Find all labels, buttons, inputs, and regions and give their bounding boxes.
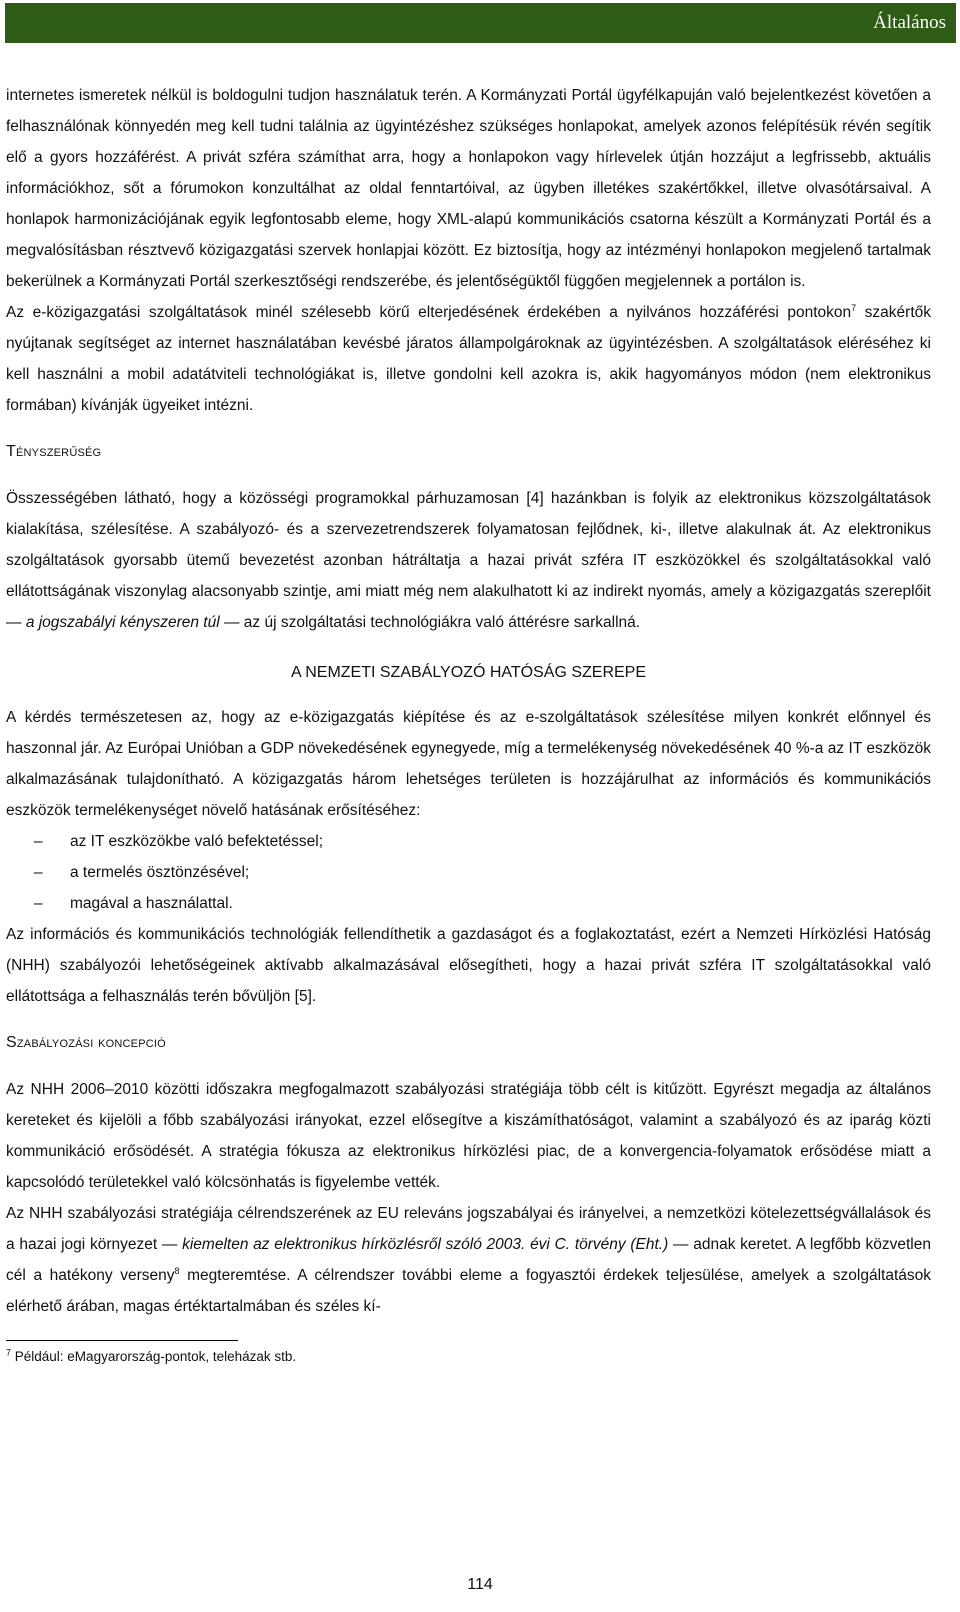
list-item-text: a termelés ösztönzésével;	[70, 864, 250, 881]
section-heading-nhh: A NEMZETI SZABÁLYOZÓ HATÓSÁG SZEREPE	[290, 664, 647, 681]
paragraph-text: megteremtése. A célrendszer további eleme a fogyasztói érdekek teljesülése, amelyek a szolgáltatások elérhető árában, magas értéktartalmában és széles kí-	[6, 1267, 931, 1315]
header-title: Általános	[873, 12, 946, 33]
paragraph-text: Összességében látható, hogy a közösségi programokkal párhuzamosan [4] hazánkban is folyik az elektronikus közszolgáltatások kialakítása, szélesítése. A szabályozó- és a szervezetrendszerek folyamatosan fejlődnek, ki-, illetve alakulnak át. Az elektronikus szolgáltatások gyorsabb ütemű bevezetést azonban hátráltatja a hazai privát szféra IT eszközökkel és szolgáltatásokkal való ellátottságának viszonylag alacsonyabb szintje, ami miatt még nem alakulhatott ki az indirekt nyomás, amely a közigazgatás szereplőit —	[6, 490, 931, 631]
list-item-text: magával a használattal.	[70, 895, 233, 912]
dash-bullet: –	[34, 864, 43, 881]
page-content	[6, 80, 931, 1367]
list-item	[6, 857, 931, 888]
section-heading-tenyszeruseg: Tényszerűség	[6, 443, 102, 460]
paragraph-tenyszeruseg	[6, 483, 931, 638]
header-bar	[5, 3, 956, 43]
italic-phrase: a jogszabályi kényszeren túl	[25, 614, 220, 631]
footnote-number: 7	[6, 1347, 12, 1358]
paragraph-text: szakértők nyújtanak segítséget az internet használatában kevésbé járatos állampolgároknak az ügyintézésben. A szolgáltatások eléréséhez ki kell használni a mobil adatátviteli technológiákat is, illetve gondolni kell azokra is, akik hagyományos módon (nem elektronikus formában) kívánják ügyeiket intézni.	[6, 304, 931, 414]
footnote-divider	[6, 1340, 238, 1341]
list-item	[6, 888, 931, 919]
dash-bullet: –	[34, 833, 43, 850]
paragraph-text: — adnak keretet. A legfőbb közvetlen cél a hatékony verseny	[6, 1236, 931, 1284]
paragraph-nhh-outro: Az információs és kommunikációs technológiák fellendíthetik a gazdaságot és a foglakoztatást, ezért a Nemzeti Hírközlési Hatóság (NHH) szabályozói lehetőségeinek aktívabb alkalmazásával elősegítheti, hogy a hazai privát szféra IT szolgáltatásokkal való ellátottsága a felhasználás terén bővüljön [5].	[6, 926, 931, 1005]
italic-phrase: kiemelten az elektronikus hírközlésről szóló 2003. évi C. törvény (Eht.)	[182, 1236, 669, 1253]
paragraph-text: Az e-közigazgatási szolgáltatások minél szélesebb körű elterjedésének érdekében a nyilvános hozzáférési pontokon	[6, 304, 852, 321]
paragraph-intro: internetes ismeretek nélkül is boldogulni tudjon használatuk terén. A Kormányzati Portál ügyfélkapuján való bejelentkezést követően a felhasználónak könnyedén meg kell tudni találnia az ügyintézéshez szükséges honlapokat, amelyek azonos felépítésük révén segítik elő a gyors hozzáférést. A privát szféra számíthat arra, hogy a honlapokon vagy hírlevelek útján hozzájut a legfrissebb, aktuális információkhoz, sőt a fórumokon konzultálhat az oldal fenntartóival, az ügyben illetékes szakértőkkel, illetve olvasótársaival. A honlapok harmonizációjának egyik legfontosabb eleme, hogy XML-alapú kommunikációs csatorna készült a Kormányzati Portál és a megvalósításban résztvevő közigazgatási szervek honlapjai között. Ez biztosítja, hogy az intézményi honlapokon megjelenő tartalmak bekerülnek a Kormányzati Portál szerkesztőségi rendszerébe, és jelentőségüktől függően megjelennek a portálon is.	[6, 87, 931, 290]
paragraph-text: — az új szolgáltatási technológiákra való áttérésre sarkallná.	[219, 614, 641, 631]
paragraph-koncepcio-1: Az NHH 2006–2010 közötti időszakra megfogalmazott szabályozási stratégiája több célt is kitűzött. Egyrészt megadja az általános kereteket és kijelöli a főbb szabályozási irányokat, ezzel elősegítve a kiszámíthatóságot, valamint a szabályozó és az iparág közti kommunikáció erősödését. A stratégia fókusza az elektronikus hírközlési piac, de a konvergencia-folyamatok erősödése miatt a kapcsolódó területekkel való kölcsönhatás is figyelembe vették.	[6, 1081, 931, 1191]
footnote-text: Például: eMagyarország-pontok, teleházak stb.	[11, 1349, 297, 1364]
footnote-ref[interactable]: 8	[174, 1265, 180, 1276]
list-item	[6, 826, 931, 857]
list-item-text: az IT eszközökbe való befektetéssel;	[70, 833, 324, 850]
dash-list	[6, 826, 931, 919]
paragraph-nhh-intro: A kérdés természetesen az, hogy az e-közigazgatás kiépítése és az e-szolgáltatások szélesítése milyen konkrét előnnyel és haszonnal jár. Az Európai Unióban a GDP növekedésének egynegyede, míg a termelékenység növekedésének 40 %-a az IT eszközök alkalmazásának tulajdonítható. A közigazgatás három lehetséges területen is hozzájárulhat az információs és kommunikációs eszközök termelékenységet növelő hatásának erősítéséhez:	[6, 709, 931, 819]
section-heading-koncepcio: Szabályozási koncepció	[6, 1034, 166, 1051]
footnote-ref[interactable]: 7	[851, 302, 857, 313]
footnote	[6, 1347, 931, 1367]
paragraph-access-points	[6, 297, 931, 421]
paragraph-koncepcio-2	[6, 1198, 931, 1322]
paragraph-text: Az NHH szabályozási stratégiája célrendszerének az EU releváns jogszabályai és irányelvei, a nemzetközi kötelezettségvállalások és a hazai jogi környezet —	[6, 1205, 931, 1253]
page-number: 114	[467, 1576, 493, 1593]
dash-bullet: –	[34, 895, 43, 912]
